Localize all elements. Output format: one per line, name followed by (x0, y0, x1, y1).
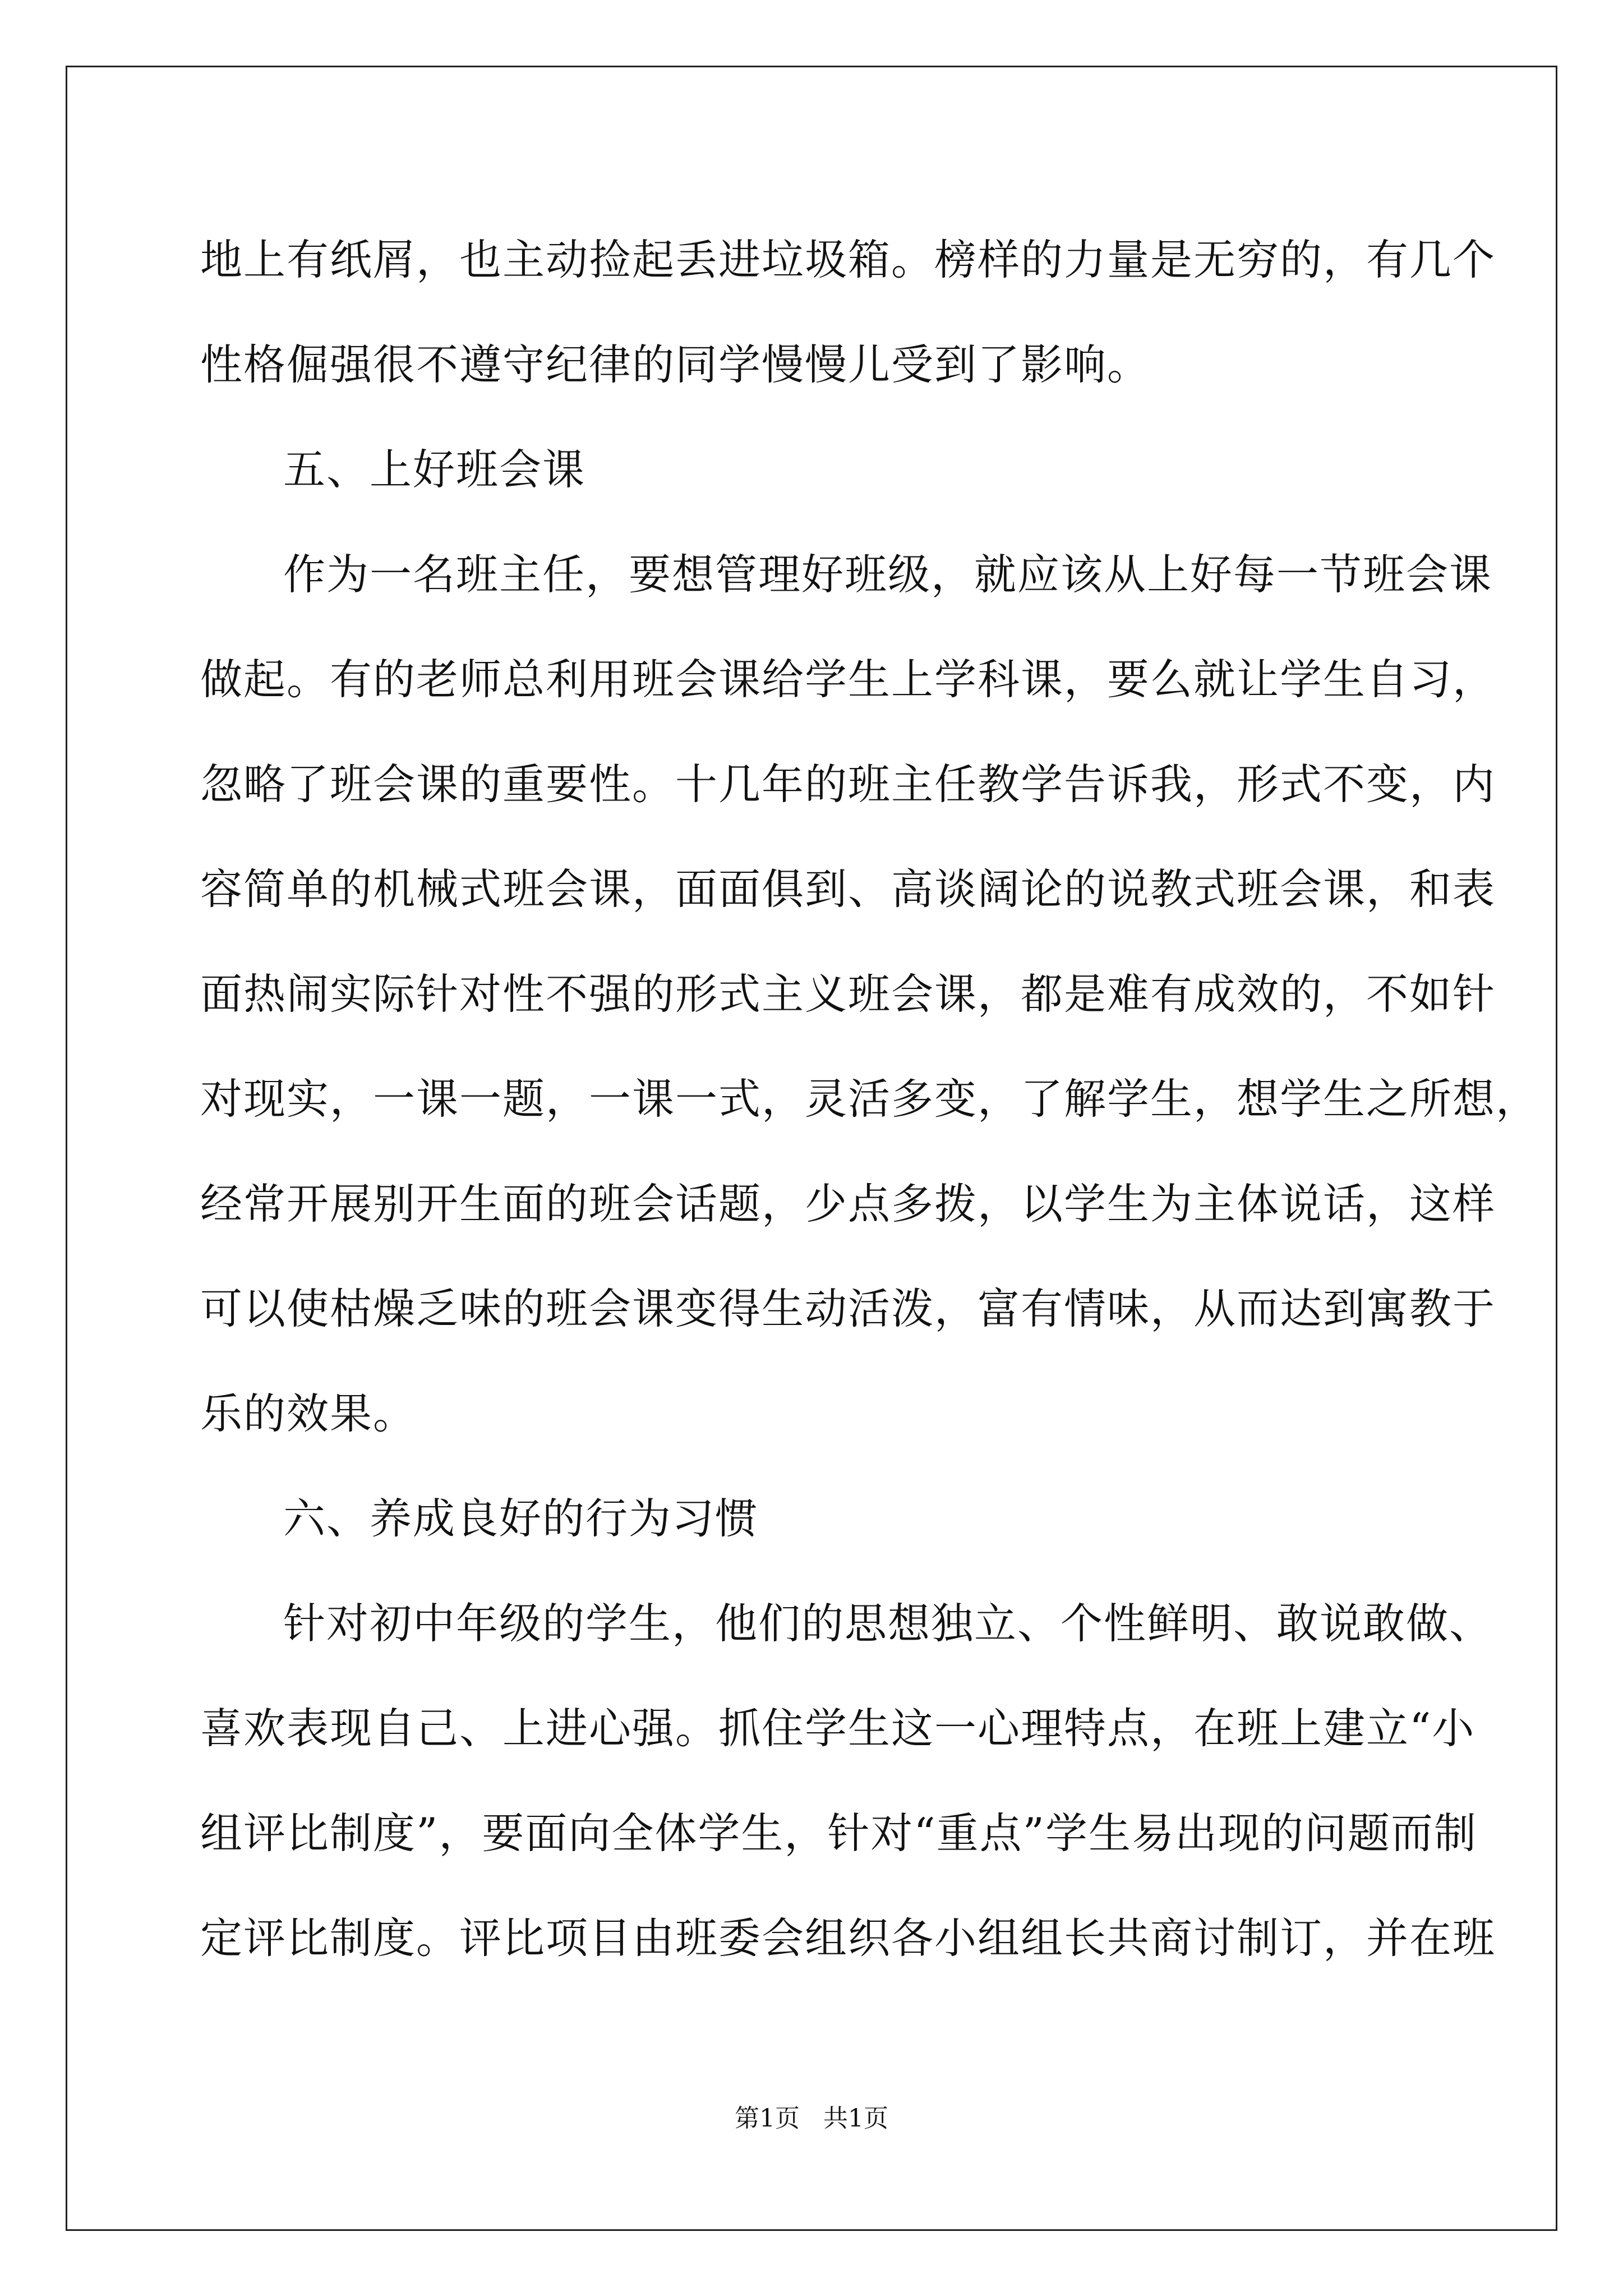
text-line: 定评比制度。评比项目由班委会组织各小组组长共商讨制订，并在班 (200, 1913, 1496, 1963)
section-heading: 六、养成良好的行为习惯 (283, 1494, 759, 1543)
page-footer (0, 2098, 1623, 2134)
text-line: 可以使枯燥乏味的班会课变得生动活泼，富有情味，从而达到寓教于 (200, 1284, 1496, 1333)
text-line: 忽略了班会课的重要性。十几年的班主任教学告诉我，形式不变，内 (200, 760, 1496, 809)
text-line: 容简单的机械式班会课，面面俱到、高谈阔论的说教式班会课，和表 (200, 864, 1496, 914)
section-heading: 五、上好班会课 (283, 445, 586, 494)
text-line: 组评比制度”，要面向全体学生，针对“重点”学生易出现的问题而制 (200, 1809, 1478, 1858)
text-line: 性格倔强很不遵守纪律的同学慢慢儿受到了影响。 (200, 340, 1151, 389)
text-line: 喜欢表现自己、上进心强。抓住学生这一心理特点，在班上建立“小 (200, 1704, 1476, 1753)
page-total: 共1页 (823, 2104, 888, 2133)
text-line: 对现实，一课一题，一课一式，灵活多变，了解学生，想学生之所想， (200, 1074, 1539, 1124)
paragraph-first-line: 作为一名班主任，要想管理好班级，就应该从上好每一节班会课 (283, 550, 1493, 599)
page-number: 第1页 (735, 2104, 800, 2133)
text-line: 面热闹实际针对性不强的形式主义班会课，都是难有成效的，不如针 (200, 969, 1496, 1019)
text-line: 乐的效果。 (200, 1389, 417, 1438)
paragraph-first-line: 针对初中年级的学生，他们的思想独立、个性鲜明、敢说敢做、 (283, 1599, 1493, 1648)
text-line: 地上有纸屑，也主动捡起丢进垃圾箱。榜样的力量是无穷的，有几个 (200, 235, 1496, 284)
document-body (200, 208, 1539, 1991)
text-line: 经常开展别开生面的班会话题，少点多拨，以学生为主体说话，这样 (200, 1179, 1496, 1228)
text-line: 做起。有的老师总利用班会课给学生上学科课，要么就让学生自习， (200, 655, 1496, 704)
